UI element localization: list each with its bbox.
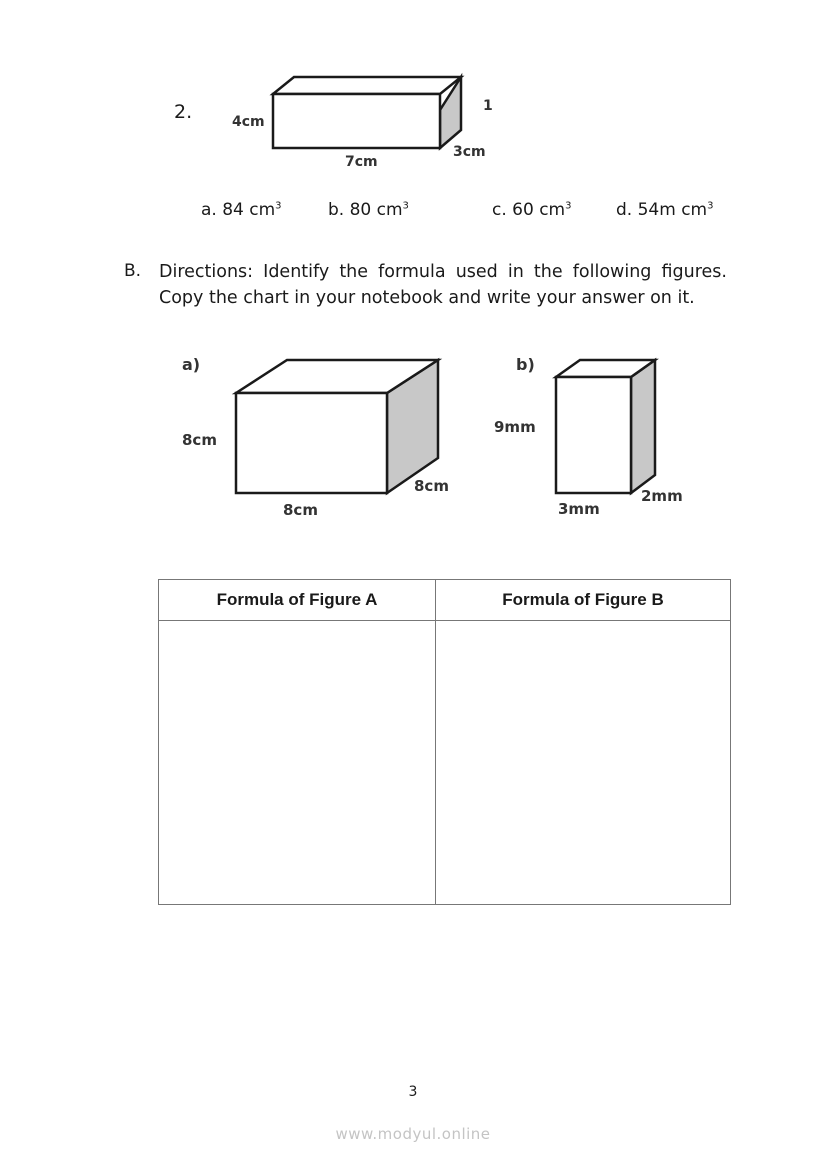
label-width: 3cm xyxy=(453,144,486,160)
choice-b: b. 80 $cm^3$ xyxy=(328,200,409,220)
answer-chart xyxy=(158,579,731,905)
figure-b-length: 3mm xyxy=(558,500,600,518)
cube-front-face xyxy=(236,393,387,493)
prism-front-face xyxy=(273,94,440,148)
prism-b-front-face xyxy=(556,377,631,493)
figure-a-width: 8cm xyxy=(414,477,449,495)
watermark: www.modyul.online xyxy=(335,1125,491,1143)
figure-a-length: 8cm xyxy=(283,501,318,519)
question-number: 2. xyxy=(174,101,193,123)
prism-figure-q2 xyxy=(225,70,505,175)
chart-header-b: Formula of Figure B xyxy=(436,580,731,621)
choice-c: c. 60 $cm^3$ xyxy=(492,200,572,220)
chart-cell-a xyxy=(159,621,436,905)
section-letter: B. xyxy=(124,261,142,281)
choice-d: d. 54m $cm^3$ xyxy=(616,200,714,220)
figure-a-height: 8cm xyxy=(182,431,217,449)
choice-a: a. 84 $cm^3$ xyxy=(201,200,282,220)
figure-a-label: a) xyxy=(182,355,201,374)
prism-top-face xyxy=(273,77,461,94)
label-length: 7cm xyxy=(345,154,378,170)
page-number: 3 xyxy=(408,1084,418,1100)
figure-b-width: 2mm xyxy=(641,487,683,505)
cube-figure-a xyxy=(178,350,478,525)
prism-b-side-face xyxy=(631,360,655,493)
label-height: 4cm xyxy=(232,114,265,130)
prism-figure-b xyxy=(490,350,705,525)
label-corner: 1 xyxy=(483,98,493,114)
chart-header-a: Formula of Figure A xyxy=(159,580,436,621)
figure-b-height: 9mm xyxy=(494,418,536,436)
figure-b-label: b) xyxy=(516,355,535,374)
chart-cell-b xyxy=(436,621,731,905)
directions-text: Directions: Identify the formula used in the following figures. Copy the chart in your notebook and write your answer on it. xyxy=(159,262,727,308)
